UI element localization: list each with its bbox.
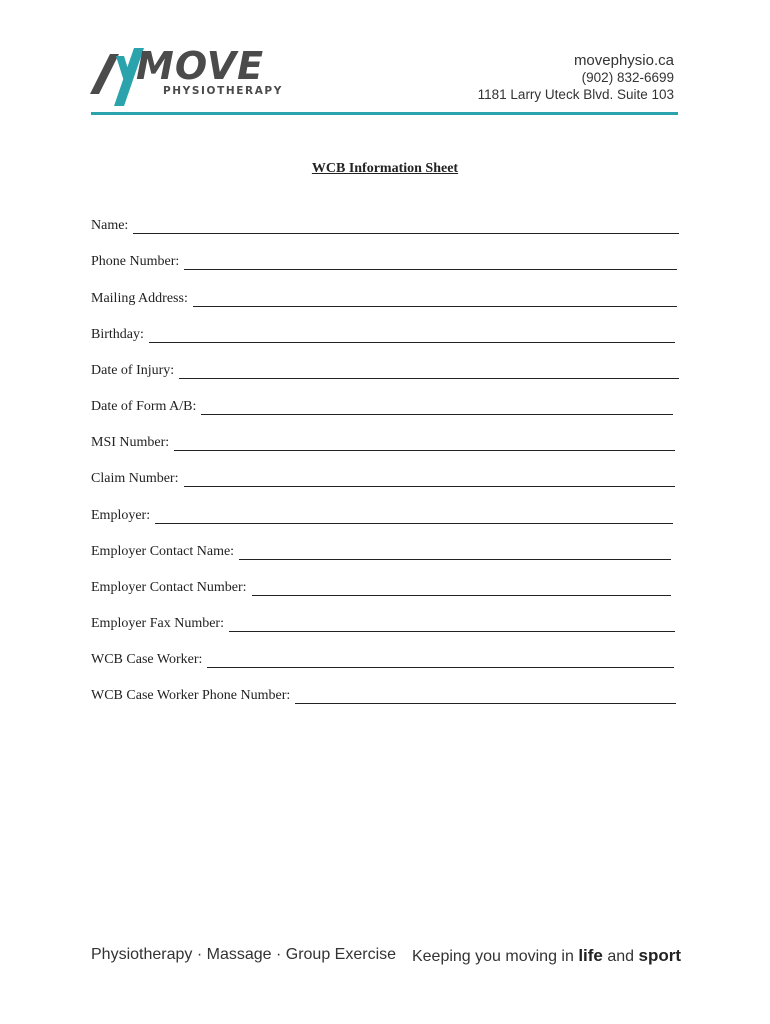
field-claim-number[interactable] [91,467,675,487]
tagline-sport: sport [638,946,681,965]
field-name[interactable] [91,214,679,234]
field-label: Birthday: [91,327,144,342]
field-msi-number[interactable] [91,431,675,451]
field-birthday[interactable] [91,323,675,343]
input-line[interactable] [149,328,675,343]
phone-number: (902) 832-6699 [581,70,674,85]
input-line[interactable] [207,653,674,668]
tagline-life: life [578,946,603,965]
tagline-prefix: Keeping you moving in [411,948,574,965]
footer [91,946,681,966]
field-employer-fax-number[interactable] [91,612,675,632]
page-title: WCB Information Sheet [311,161,459,176]
input-line[interactable] [184,255,677,270]
field-label: WCB Case Worker: [91,652,203,667]
field-employer[interactable] [91,504,673,524]
field-date-of-injury[interactable] [91,359,679,379]
input-line[interactable] [155,509,673,524]
field-label: Employer: [91,508,151,523]
input-line[interactable] [239,545,671,560]
field-wcb-case-worker-phone[interactable] [91,684,676,704]
logo-main-text: MOVE [136,44,265,88]
input-line[interactable] [133,219,679,234]
field-label: Name: [91,218,129,233]
field-phone-number[interactable] [91,250,677,270]
field-wcb-case-worker[interactable] [91,648,674,668]
footer-tagline [412,946,681,966]
field-employer-contact-name[interactable] [91,540,671,560]
website-link[interactable]: movephysio.ca [573,52,674,69]
field-label: Claim Number: [91,471,179,486]
move-logo [90,44,310,110]
field-mailing-address[interactable] [91,287,677,307]
field-label: MSI Number: [91,435,170,450]
field-label: Employer Fax Number: [91,616,224,631]
address: 1181 Larry Uteck Blvd. Suite 103 [477,87,674,102]
input-line[interactable] [193,292,677,307]
field-label: Mailing Address: [91,291,188,306]
field-label: Date of Form A/B: [91,399,197,414]
input-line[interactable] [229,617,675,632]
contact-info [478,52,674,103]
input-line[interactable] [174,436,675,451]
field-date-of-form[interactable] [91,395,673,415]
field-label: WCB Case Worker Phone Number: [91,688,291,703]
input-line[interactable] [179,364,679,379]
input-line[interactable] [201,400,673,415]
input-line[interactable] [184,472,676,487]
field-employer-contact-number[interactable] [91,576,671,596]
tagline-and: and [607,948,635,965]
header-divider [91,112,678,115]
input-line[interactable] [252,581,671,596]
field-label: Phone Number: [91,254,180,269]
field-label: Employer Contact Number: [91,580,247,595]
footer-services: Physiotherapy · Massage · Group Exercise [91,946,397,963]
logo-sub-text: PHYSIOTHERAPY [163,85,283,97]
field-label: Employer Contact Name: [91,544,235,559]
input-line[interactable] [295,689,676,704]
field-label: Date of Injury: [91,363,175,378]
